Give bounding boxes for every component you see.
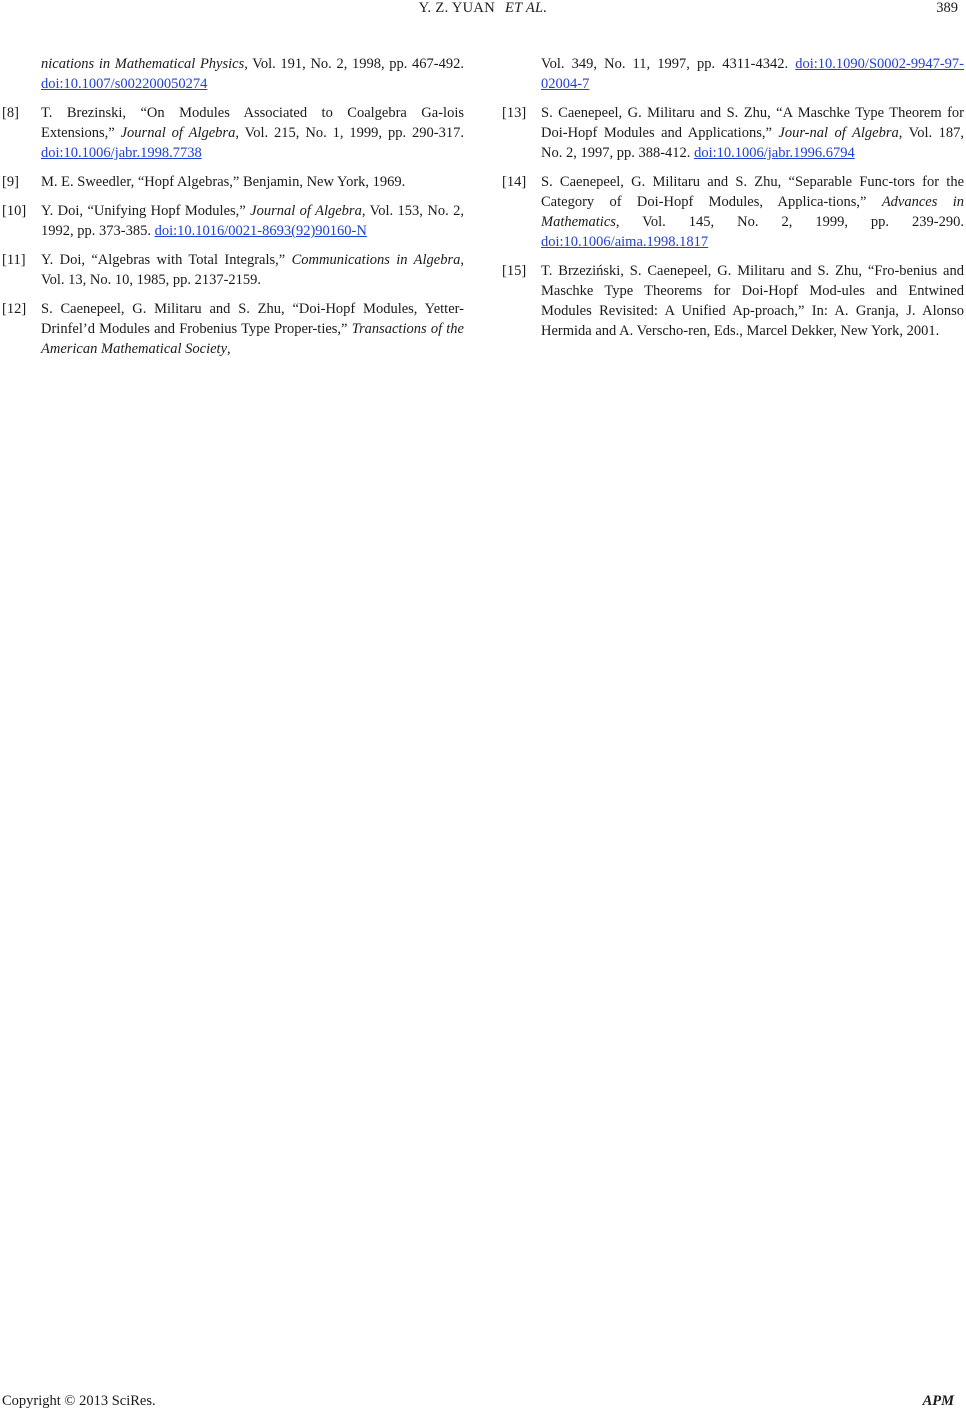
doi-link[interactable]: doi:10.1016/0021-8693(92)90160-N xyxy=(154,223,367,239)
ref-text-post: , Vol. 145, No. 2, 1999, pp. 239-290. xyxy=(615,214,964,230)
reference-item xyxy=(2,201,464,241)
page-footer xyxy=(0,1393,966,1413)
ref-italic: Jour-nal of Algebra xyxy=(778,125,899,141)
reference-number: [8] xyxy=(2,105,19,121)
ref-text-post: , Vol. 215, No. 1, 1999, pp. 290-317. xyxy=(235,125,464,141)
ref-italic: Journal of Algebra xyxy=(250,203,362,219)
ref-italic: Journal of Algebra xyxy=(120,125,236,141)
reference-item xyxy=(2,103,464,163)
ref-text-post: , Vol. 153, No. 2, 1992, pp. 373-385. xyxy=(41,203,465,239)
ref-italic: Communications in Algebra xyxy=(291,252,461,268)
left-column xyxy=(2,54,464,368)
ref-text: S. Caenepeel, G. Militaru and S. Zhu, “Separable Func-tors for the Category of Doi-Hopf Modules, Applica-tions,” xyxy=(541,174,964,210)
ref-italic: Advances in Mathematics xyxy=(541,194,964,230)
ref-text: S. Caenepeel, G. Militaru and S. Zhu, “Doi-Hopf Modules, Yetter-Drinfel’d Modules and Frobenius Type Proper-ties,” xyxy=(41,301,464,337)
ref-text: , Vol. 191, No. 2, 1998, pp. 467-492. xyxy=(244,56,465,72)
doi-link[interactable]: doi:10.1006/aima.1998.1817 xyxy=(541,234,709,250)
doi-link[interactable]: doi:10.1006/jabr.1996.6794 xyxy=(694,145,855,161)
page-number: 389 xyxy=(936,0,958,16)
ref-text: T. Brzeziński, S. Caenepeel, G. Militaru and S. Zhu, “Fro-benius and Maschke Type Theorems for Doi-Hopf Mod-ules and Entwined Modules Revisited: A Unified Ap-proach,” In: A. Granja, J. Alonso Hermida and A. Verscho-ren, Eds., Marcel Dekker, New York, 2001. xyxy=(541,263,964,339)
reference-number: [10] xyxy=(2,203,27,219)
ref-text: S. Caenepeel, G. Militaru and S. Zhu, “A Maschke Type Theorem for Doi-Hopf Modules and Applications,” xyxy=(541,105,964,141)
ref-text-post: , Vol. 13, No. 10, 1985, pp. 2137-2159. xyxy=(41,252,464,288)
ref-text: Vol. 349, No. 11, 1997, pp. 4311-4342. xyxy=(541,56,796,72)
reference-item xyxy=(502,172,964,252)
ref-italic: nications in Mathematical Physics xyxy=(41,56,245,72)
reference-number: [15] xyxy=(502,263,527,279)
reference-continuation xyxy=(502,54,964,94)
ref-text: T. Brezinski, “On Modules Associated to Coalgebra Ga-lois Extensions,” xyxy=(41,105,464,141)
doi-link[interactable]: doi:10.1007/s002200050274 xyxy=(41,76,208,92)
copyright-notice: Copyright © 2013 SciRes. xyxy=(2,1393,156,1409)
reference-item xyxy=(502,261,964,341)
running-head-et-al: ET AL. xyxy=(504,0,548,16)
reference-item xyxy=(2,172,464,192)
running-head xyxy=(0,0,966,17)
reference-continuation xyxy=(2,54,464,94)
ref-text-post: , Vol. 187, No. 2, 1997, pp. 388-412. xyxy=(541,125,964,161)
ref-text: Y. Doi, “Unifying Hopf Modules,” xyxy=(41,203,251,219)
doi-link[interactable]: doi:10.1006/jabr.1998.7738 xyxy=(41,145,202,161)
doi-link[interactable]: doi:10.1090/S0002-9947-97-02004-7 xyxy=(541,56,964,92)
reference-number: [12] xyxy=(2,301,27,317)
running-head-authors: Y. Z. YUAN xyxy=(418,0,495,16)
journal-abbreviation: APM xyxy=(922,1393,954,1409)
reference-number: [11] xyxy=(2,252,26,268)
reference-item xyxy=(2,250,464,290)
right-column xyxy=(502,54,964,350)
ref-text: M. E. Sweedler, “Hopf Algebras,” Benjamin, New York, 1969. xyxy=(41,174,406,190)
reference-number: [9] xyxy=(2,174,19,190)
ref-italic: Transactions of the American Mathematical Society xyxy=(41,321,464,357)
reference-item xyxy=(502,103,964,163)
reference-item xyxy=(2,299,464,359)
ref-text: Y. Doi, “Algebras with Total Integrals,” xyxy=(41,252,292,268)
ref-text-post: , xyxy=(227,341,231,357)
reference-number: [13] xyxy=(502,105,527,121)
page-header xyxy=(0,0,966,20)
reference-number: [14] xyxy=(502,174,527,190)
